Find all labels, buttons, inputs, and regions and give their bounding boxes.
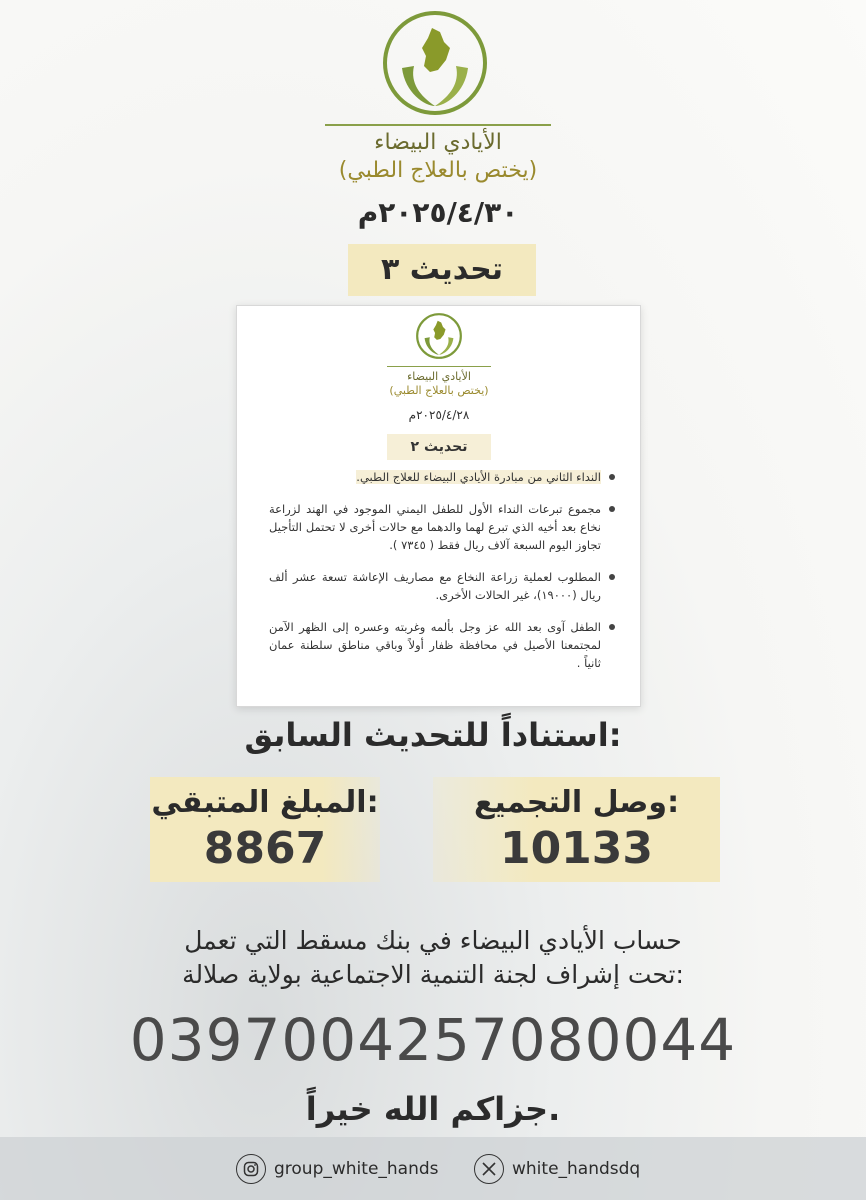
account-number: 0397004257080044 — [129, 1006, 737, 1074]
card-org-subtitle: (يختص بالعلاج الطبي) — [389, 384, 489, 397]
remaining-label: المبلغ المتبقي: — [151, 785, 379, 820]
collected-label: وصل التجميع: — [473, 785, 680, 820]
card-date: ٢٠٢٥/٤/٢٨م — [408, 408, 470, 422]
instagram-handle: group_white_hands — [274, 1159, 439, 1179]
x-link[interactable] — [474, 1151, 640, 1187]
list-item: مجموع تبرعات النداء الأول للطفل اليمني الموجود في الهند لزراعة نخاع بعد أخيه الذي تبرع لهما والدهما مع حالات أخرى لا تحتمل التأجيل تجاوز اليوم السبعة آلاف ريال فقط ( ٧٣٤٥ ). — [269, 500, 617, 554]
remaining-value: 8867 — [203, 823, 327, 874]
x-icon — [474, 1154, 504, 1184]
org-name: الأيادي البيضاء — [374, 130, 502, 155]
card-update-title: تحديث ٢ — [387, 434, 491, 460]
logo-divider — [325, 124, 551, 126]
org-subtitle: (يختص بالعلاج الطبي) — [338, 158, 538, 183]
list-item: الطفل آوى بعد الله عز وجل بألمه وغربته وعسره إلى الظهر الآمن لمجتمعنا الأصيل في محافظة ظفار أولاً وباقي مناطق سلطنة عمان ثانياً . — [269, 618, 617, 672]
closing-text: جزاكم الله خيراً. — [305, 1090, 561, 1128]
update-title: تحديث ٣ — [348, 244, 536, 296]
previous-update-card — [236, 305, 641, 707]
card-org-name: الأيادي البيضاء — [407, 370, 471, 383]
x-handle: white_handsdq — [512, 1159, 641, 1179]
collected-box — [433, 777, 720, 882]
remaining-box — [150, 777, 380, 882]
account-description-line2: تحت إشراف لجنة التنمية الاجتماعية بولاية صلالة: — [182, 960, 684, 989]
card-logo-divider — [387, 366, 491, 367]
white-hands-logo — [380, 8, 490, 118]
list-item: المطلوب لعملية زراعة النخاع مع مصاريف الإعاشة تسعة عشر ألف ريال (١٩٠٠٠)، غير الحالات الأخرى. — [269, 568, 617, 604]
update-date: ٢٠٢٥/٤/٣٠م — [357, 196, 519, 229]
footer — [0, 1137, 866, 1200]
account-description-line1: حساب الأيادي البيضاء في بنك مسقط التي تعمل — [184, 926, 682, 955]
card-logo — [415, 312, 463, 360]
summary-title: استناداً للتحديث السابق: — [244, 716, 622, 754]
instagram-link[interactable] — [236, 1151, 439, 1187]
card-bullet-list — [269, 468, 617, 686]
collected-value: 10133 — [499, 823, 654, 874]
instagram-icon — [236, 1154, 266, 1184]
list-item: النداء الثاني من مبادرة الأيادي البيضاء للعلاج الطبي. — [269, 468, 617, 486]
